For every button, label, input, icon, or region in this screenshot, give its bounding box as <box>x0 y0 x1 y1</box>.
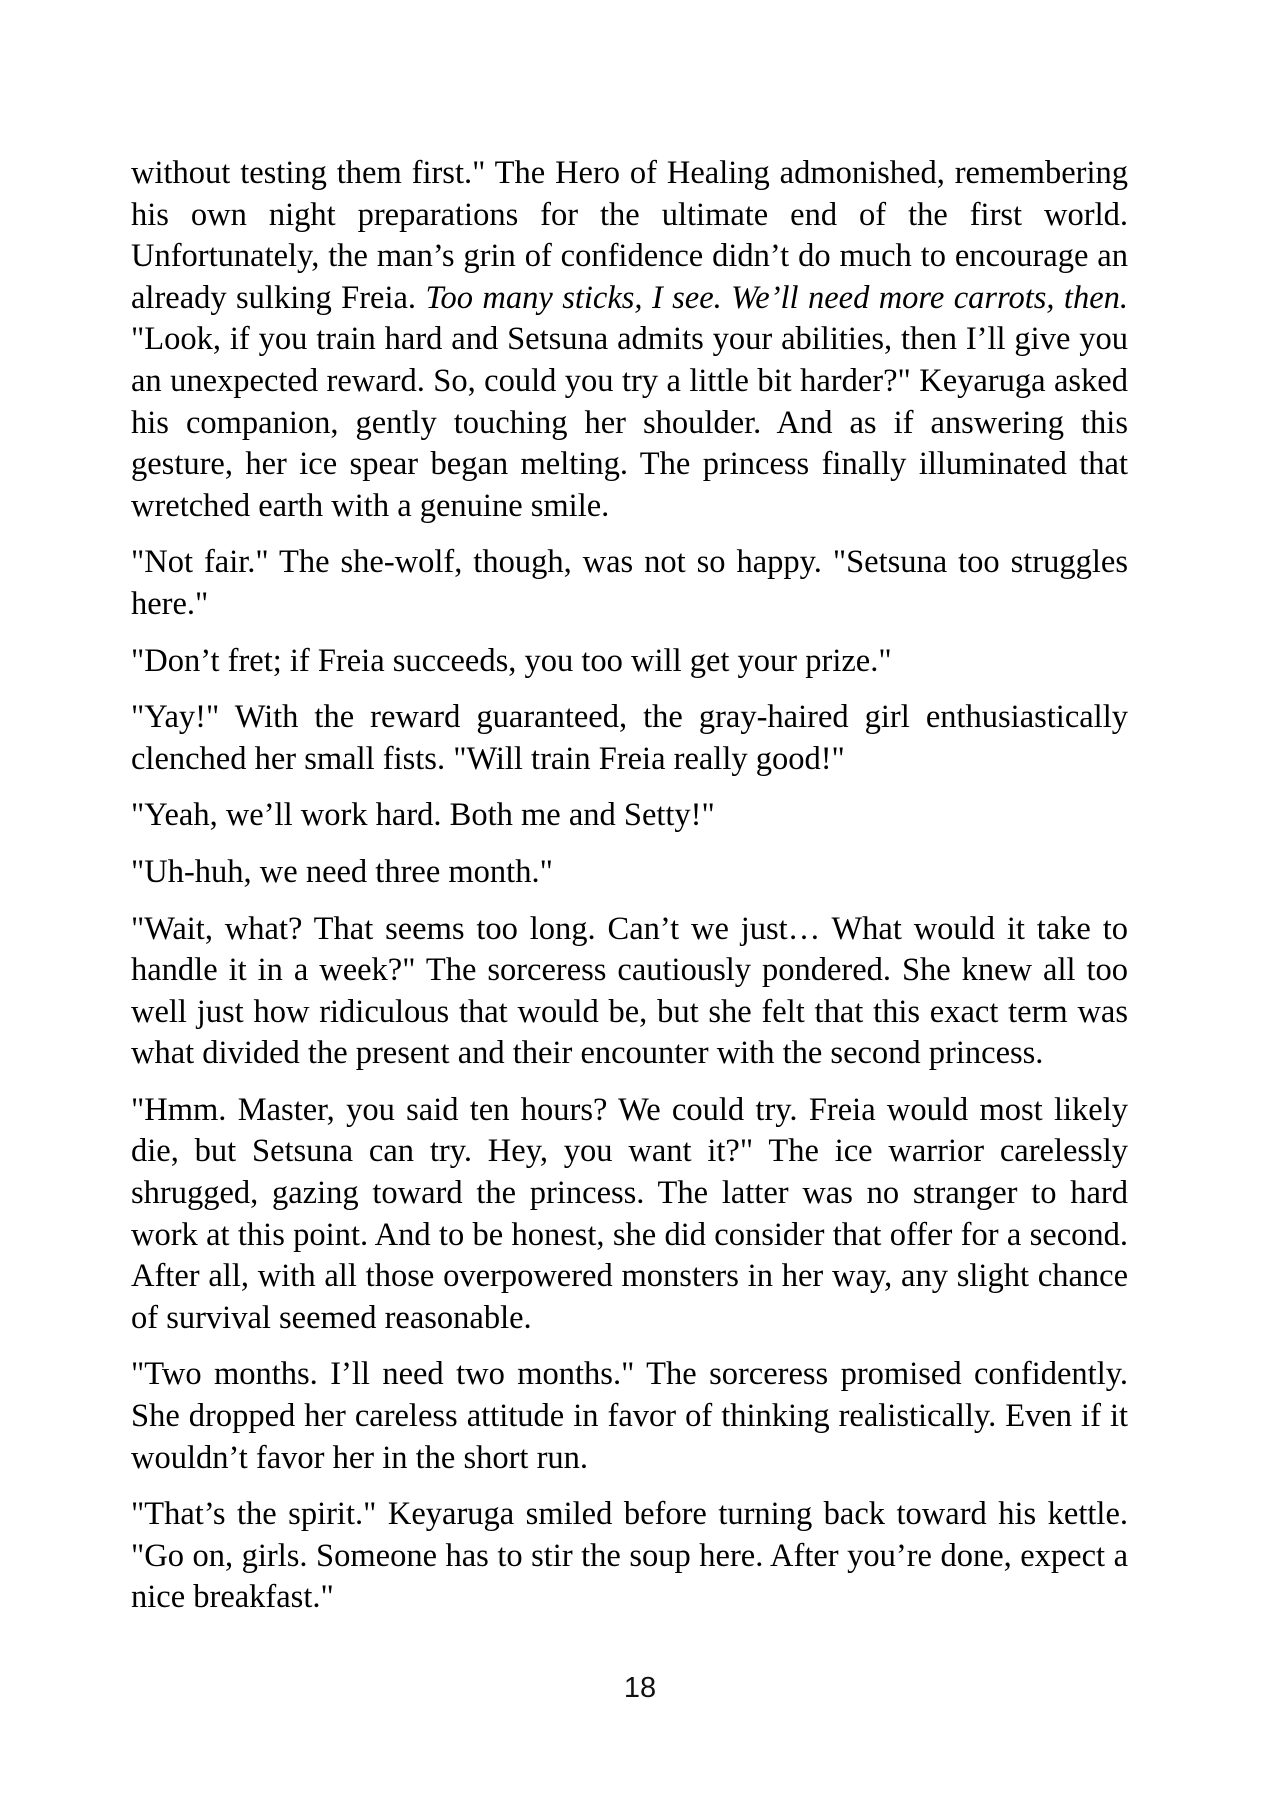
paragraph <box>131 641 1128 683</box>
paragraph <box>131 1494 1128 1619</box>
paragraph <box>131 697 1128 780</box>
text-segment: "Wait, what? That seems too long. Can’t we just… What would it take to handle it in a week?" The sorceress cautiously pondered. She knew all too well just how ridiculous that would be, but she felt that this exact term was what divided the present and their encounter with the second princess. <box>131 910 1128 1072</box>
paragraph <box>131 542 1128 625</box>
text-segment: "Hmm. Master, you said ten hours? We could try. Freia would most likely die, but Setsuna can try. Hey, you want it?" The ice warrior carelessly shrugged, gazing toward the princess. The latter was no stranger to hard work at this point. And to be honest, she did consider that offer for a second. After all, with all those overpowered monsters in her way, any slight chance of survival seemed reasonable. <box>131 1091 1128 1336</box>
paragraph <box>131 852 1128 894</box>
text-segment: "Look, if you train hard and Setsuna admits your abilities, then I’ll give you an unexpected reward. So, could you try a little bit harder?" Keyaruga asked his companion, gently touching her shoulder. And as if answering this gesture, her ice spear began melting. The princess finally illuminated that wretched earth with a genuine smile. <box>131 321 1128 524</box>
text-segment: "Yeah, we’ll work hard. Both me and Setty!" <box>131 797 715 834</box>
paragraph <box>131 795 1128 837</box>
text-segment: "Not fair." The she-wolf, though, was not so happy. "Setsuna too struggles here." <box>131 544 1128 622</box>
text-segment: "Two months. I’ll need two months." The sorceress promised confidently. She dropped her careless attitude in favor of thinking realistically. Even if it wouldn’t favor her in the short run. <box>131 1356 1128 1476</box>
italic-text-segment: Too many sticks, I see. We’ll need more carrots, then. <box>425 279 1128 316</box>
paragraph <box>131 1354 1128 1479</box>
text-segment: "Uh-huh, we need three month." <box>131 853 553 890</box>
text-block <box>131 153 1128 1619</box>
paragraph <box>131 153 1128 527</box>
text-segment: "That’s the spirit." Keyaruga smiled before turning back toward his kettle. "Go on, girls. Someone has to stir the soup here. After you’re done, expect a nice breakfast." <box>131 1496 1128 1616</box>
text-segment: "Yay!" With the reward guaranteed, the gray-haired girl enthusiastically clenched her small fists. "Will train Freia really good!" <box>131 699 1128 777</box>
text-segment: "Don’t fret; if Freia succeeds, you too will get your prize." <box>131 642 892 679</box>
paragraph <box>131 909 1128 1075</box>
paragraph <box>131 1090 1128 1340</box>
page-number: 18 <box>623 1672 657 1704</box>
text-segment: without testing them first." The Hero of Healing admonished, remembering his own night preparations for the ultimate end of the first world. Unfortunately, the man’s grin of confidence didn’t do much to encourage an already sulking Freia. <box>131 155 1128 316</box>
